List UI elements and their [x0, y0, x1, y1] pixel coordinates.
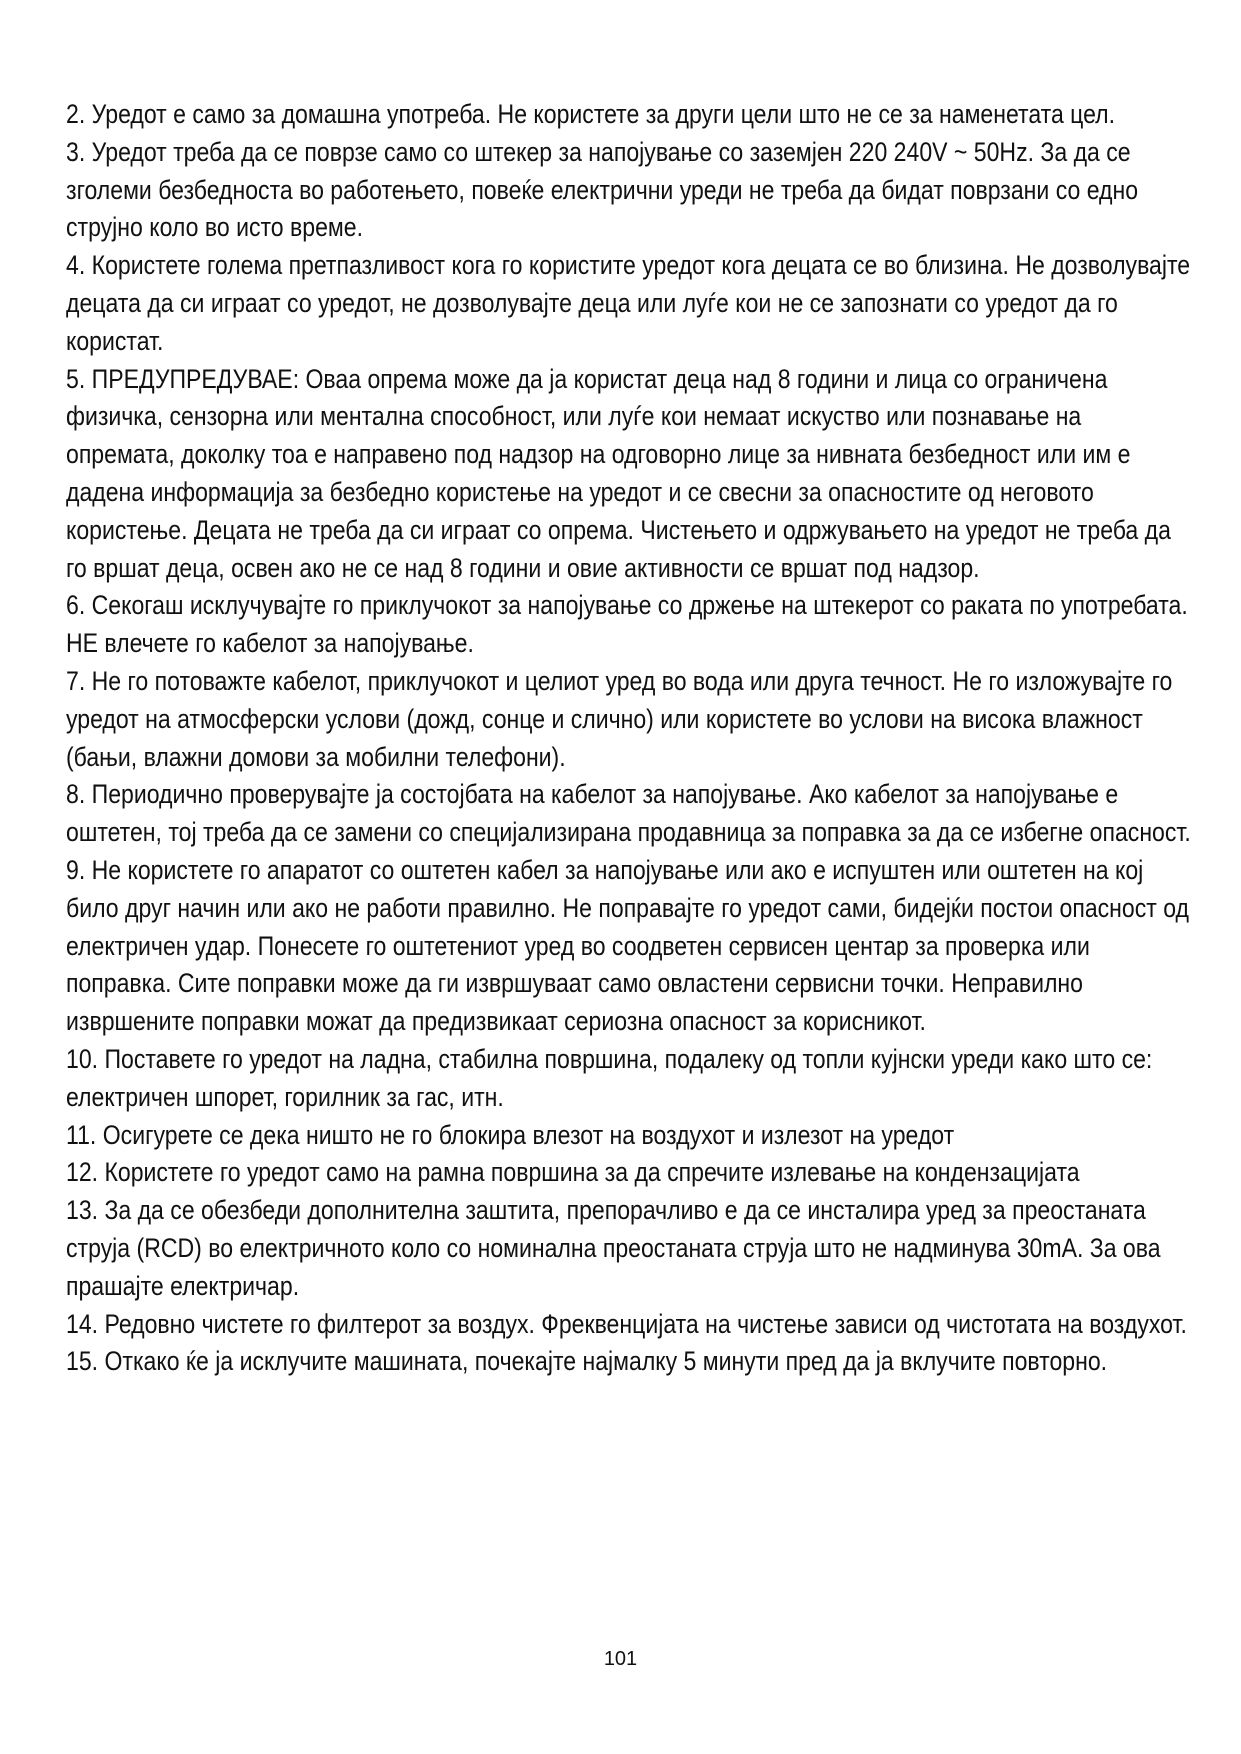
instruction-item-9: 9. Не користете го апаратот со оштетен кабел за напојување или ако е испуштен или оштетен на кој било друг начин или ако не работи правилно. Не поправајте го уредот сами, бидејќи постои опасност од електричен удар. Понесете го оштетениот уред во соодветен сервисен центар за проверка или поправка. Сите поправки може да ги извршуваат само овластени сервисни точки. Неправилно извршените поправки можат да предизвикаат сериозна опасност за корисникот. — [66, 854, 1190, 1037]
instruction-item-10: 10. Поставете го уредот на ладна, стабилна површина, подалеку од топли кујнски уреди како што се: електричен шпорет, горилник за гас, итн. — [66, 1043, 1153, 1112]
instruction-item-11: 11. Осигурете се дека ништо не го блокира влезот на воздухот и излезот на уредот — [66, 1119, 955, 1150]
page-number: 101 — [603, 1648, 638, 1670]
instruction-item-15: 15. Откако ќе ја исклучите машината, почекајте најмалку 5 минути пред да ја вклучите повторно. — [66, 1346, 1108, 1377]
instruction-item-4: 4. Користете голема претпазливост кога го користите уредот кога децата се во близина. Не дозволувајте децата да си играат со уредот, не дозволувајте деца или луѓе кои не се запознати со уредот да го користат. — [66, 250, 1191, 356]
instruction-item-5: 5. ПРЕДУПРЕДУВАЕ: Оваа опрема може да ја користат деца над 8 години и лица со ограничена физичка, сензорна или ментална способност, или луѓе кои немаат искуство или познавање на опремата, доколку тоа е направено под надзор на одговорно лице за нивната безбедност или им е дадена информација за безбедно користење на уредот и се свесни за опасностите од неговото користење. Децата не треба да си играат со опрема. Чистењето и одржувањето на уредот не треба да го вршат деца, освен ако не се над 8 години и овие активности се вршат под надзор. — [66, 363, 1171, 583]
instruction-item-3: 3. Уредот треба да се поврзе само со штекер за напојување со заземјен 220 240V ~ 50Hz. За да се зголеми безбедноста во работењето, повеќе електрични уреди не треба да бидат поврзани со едно струјно коло во исто време. — [66, 136, 1139, 243]
instruction-item-14: 14. Редовно чистете го филтерот за воздух. Фреквенцијата на чистење зависи од чистотата на воздухот. — [66, 1308, 1187, 1339]
instruction-item-8: 8. Периодично проверувајте ја состојбата на кабелот за напојување. Ако кабелот за напојување е оштетен, тој треба да се замени со специјализирана продавница за поправка за да се избегне опасност. — [66, 779, 1191, 848]
instruction-item-6: 6. Секогаш исклучувајте го приклучокот за напојување со држење на штекерот со раката по употребата. НЕ влечете го кабелот за напојување. — [66, 590, 1188, 659]
instruction-item-7: 7. Не го потоважте кабелот, приклучокот и целиот уред во вода или друга течност. Не го изложувајте го уредот на атмосферски услови (дожд, сонце и слично) или користете во услови на висока влажност (бањи, влажни домови за мобилни телефони). — [66, 665, 1173, 772]
instruction-item-2: 2. Уредот е само за домашна употреба. Не користете за други цели што не се за наменетата цел. — [66, 99, 1116, 129]
instruction-item-13: 13. За да се обезбеди дополнителна заштита, препорачливо е да се инсталира уред за преостаната струја (RCD) во електричното коло со номинална преостаната струја што не надминува 30mA. За ова прашајте електричар. — [66, 1195, 1161, 1301]
instruction-item-12: 12. Користете го уредот само на рамна површина за да спречите излевање на кондензацијата — [66, 1157, 1080, 1188]
instructions-list — [66, 96, 1192, 1381]
